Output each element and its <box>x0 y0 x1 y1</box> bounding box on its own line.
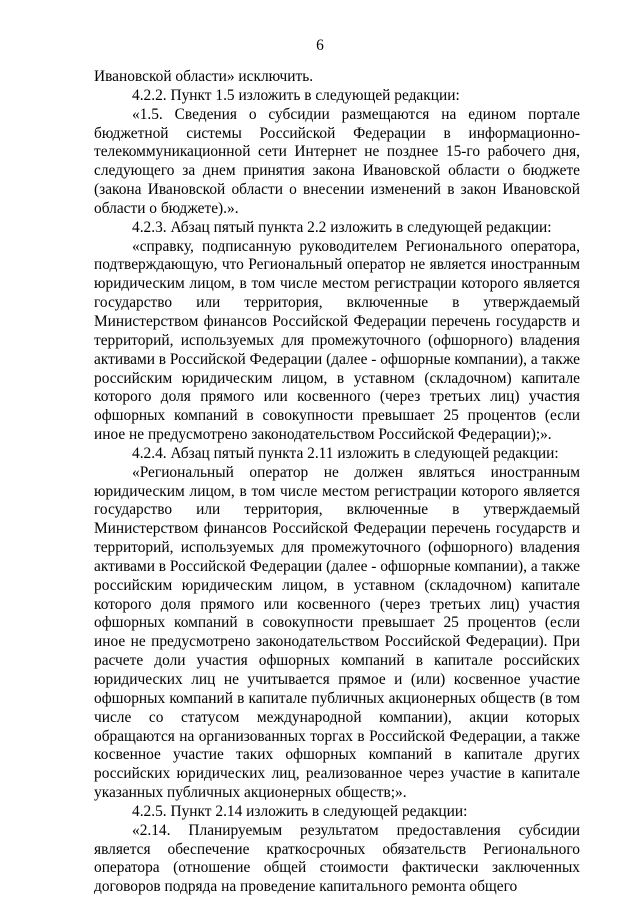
page-number: 6 <box>316 37 324 54</box>
paragraph-quote-2-14: «2.14. Планируемым результатом предоставления субсидии является обеспечение краткосрочных обязательств Регионального оператора (отношение общей стоимости фактически заключенных договоров подряда на проведение капитального ремонта общего <box>94 821 580 896</box>
paragraph-item-4-2-2: 4.2.2. Пункт 1.5 изложить в следующей редакции: <box>132 86 460 104</box>
paragraph-quote-2-11: «Региональный оператор не должен являться иностранным юридическим лицом, в том числе местом регистрации которого является государство или территория, включенные в утверждаемый Министерством финансов Российской Федерации перечень государств и территорий, используемых для промежуточного (офшорного) владения активами в Российской Федерации (далее - офшорные компании), а также российским юридическим лицом, в уставном (складочном) капитале которого доля прямого или косвенного (через третьих лиц) участия офшорных компаний в совокупности превышает 25 процентов (если иное не предусмотрено законодательством Российской Федерации). При расчете доли участия офшорных компаний в капитале российских юридических лиц не учитывается прямое и (или) косвенное участие офшорных компаний в капитале публичных акционерных обществ (в том числе со статусом международной компании), акции которых обращаются на организованных торгах в Российской Федерации, а также косвенное участие таких офшорных компаний в капитале других российских юридических лиц, реализованное через участие в капитале указанных публичных акционерных обществ;». <box>94 463 580 802</box>
paragraph-quote-1-5: «1.5. Сведения о субсидии размещаются на едином портале бюджетной системы Российской Федерации в информационно-телекоммуникационной сети Интернет не позднее 15-го рабочего дня, следующего за днем принятия закона Ивановской области о бюджете (закона Ивановской области о внесении изменений в закон Ивановской области о бюджете).». <box>94 105 580 217</box>
paragraph-continuation: Ивановской области» исключить. <box>94 68 314 85</box>
paragraph-item-4-2-4: 4.2.4. Абзац пятый пункта 2.11 изложить в следующей редакции: <box>132 444 559 462</box>
document-body <box>94 68 580 897</box>
paragraph-quote-2-2: «справку, подписанную руководителем Регионального оператора, подтверждающую, что Региональный оператор не является иностранным юридическим лицом, в том числе местом регистрации которого является государство или территория, включенные в утверждаемый Министерством финансов Российской Федерации перечень государств и территорий, используемых для промежуточного (офшорного) владения активами в Российской Федерации (далее - офшорные компании), а также российским юридическим лицом, в уставном (складочном) капитале которого доля прямого или косвенного (через третьих лиц) участия офшорных компаний в совокупности превышает 25 процентов (если иное не предусмотрено законодательством Российской Федерации);». <box>94 237 580 444</box>
paragraph-item-4-2-3: 4.2.3. Абзац пятый пункта 2.2 изложить в следующей редакции: <box>132 218 552 236</box>
paragraph-item-4-2-5: 4.2.5. Пункт 2.14 изложить в следующей редакции: <box>132 802 468 820</box>
